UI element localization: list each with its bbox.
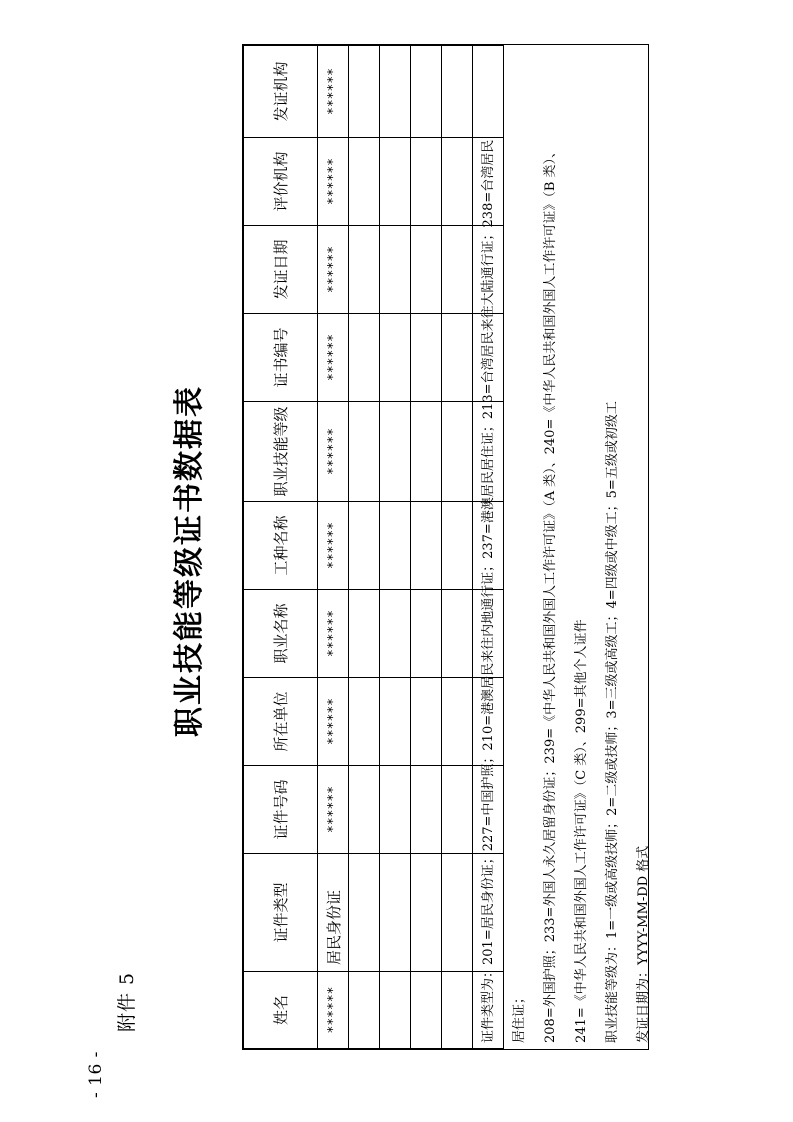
header-cell: 评价机构 [244, 138, 318, 226]
table-cell [380, 766, 411, 854]
table-cell [411, 854, 442, 972]
note-skill-levels: 职业技能等级为：1=一级或高级技师；2=二级或技师；3=三级或高级工；4=四级或中级工；5=五级或初级工 [605, 401, 620, 1043]
table-cell [349, 314, 380, 402]
table-cell [380, 46, 411, 138]
table-cell [380, 402, 411, 502]
table-cell [349, 138, 380, 226]
table-cell [411, 314, 442, 402]
page-number: - 16 - [86, 1051, 106, 1098]
note-id-types-cont: 居住证； [512, 990, 527, 1043]
table-cell [349, 766, 380, 854]
table-cell [380, 314, 411, 402]
table-cell [380, 972, 411, 1049]
table-cell [442, 678, 473, 766]
table-cell [411, 678, 442, 766]
table-cell: ****** [318, 138, 349, 226]
table-cell [442, 502, 473, 590]
table-cell [442, 138, 473, 226]
table-cell: ****** [318, 678, 349, 766]
table-cell [411, 46, 442, 138]
table-cell [411, 972, 442, 1049]
data-table [243, 45, 504, 1049]
table-cell [349, 590, 380, 678]
table-cell [411, 402, 442, 502]
note-foreign-ids-cont: 241=《中华人民共和国外国人工作许可证》（C 类）、299=其他个人证件 [574, 619, 589, 1043]
table-cell: 居民身份证 [318, 854, 349, 972]
header-cell: 所在单位 [244, 678, 318, 766]
table-header-row [244, 46, 318, 1049]
note-date-format: 发证日期为：YYYY-MM-DD 格式 [636, 845, 651, 1043]
note-foreign-ids: 208=外国护照；233=外国人永久居留身份证；239=《中华人民共和国外国人工作许可证》（A 类）、240=《中华人民共和国外国人工作许可证》（B 类）、 [543, 144, 558, 1043]
data-table-frame [242, 44, 649, 1050]
table-cell [380, 502, 411, 590]
header-cell: 职业技能等级 [244, 402, 318, 502]
table-cell: ****** [318, 502, 349, 590]
table-cell: ****** [318, 972, 349, 1049]
table-cell [380, 590, 411, 678]
table-cell [380, 854, 411, 972]
header-cell: 发证机构 [244, 46, 318, 138]
header-cell: 证件号码 [244, 766, 318, 854]
table-cell [442, 766, 473, 854]
table-cell [442, 590, 473, 678]
table-cell: ****** [318, 766, 349, 854]
table-cell [380, 678, 411, 766]
table-cell [380, 226, 411, 314]
header-cell: 职业名称 [244, 590, 318, 678]
table-cell: ****** [318, 590, 349, 678]
table-cell [349, 502, 380, 590]
table-notes [469, 45, 651, 1049]
table-cell [380, 138, 411, 226]
table-row [442, 46, 473, 1049]
header-cell: 证书编号 [244, 314, 318, 402]
header-cell: 姓名 [244, 972, 318, 1049]
table-cell [442, 402, 473, 502]
header-cell: 证件类型 [244, 854, 318, 972]
header-cell: 发证日期 [244, 226, 318, 314]
page-title: 职业技能等级证书数据表 [172, 385, 207, 737]
table-cell [442, 226, 473, 314]
table-cell: ****** [318, 46, 349, 138]
attachment-label: 附件 5 [116, 971, 138, 1032]
table-cell: ****** [318, 226, 349, 314]
table-cell [349, 972, 380, 1049]
header-cell: 工种名称 [244, 502, 318, 590]
table-cell [411, 502, 442, 590]
table-cell: ****** [318, 314, 349, 402]
table-row [318, 46, 349, 1049]
table-row [380, 46, 411, 1049]
table-cell [349, 854, 380, 972]
table-cell [442, 314, 473, 402]
table-cell [411, 590, 442, 678]
table-cell [442, 46, 473, 138]
table-cell [349, 46, 380, 138]
table-row [411, 46, 442, 1049]
table-cell: ****** [318, 402, 349, 502]
table-cell [442, 854, 473, 972]
table-cell [411, 138, 442, 226]
table-cell [349, 678, 380, 766]
table-cell [411, 766, 442, 854]
table-cell [442, 972, 473, 1049]
table-cell [349, 402, 380, 502]
table-cell [349, 226, 380, 314]
note-id-types: 证件类型为：201=居民身份证；227=中国护照；210=港澳居民来往内地通行证；237=港澳居民居住证；213=台湾居民来往大陆通行证；238=台湾居民 [481, 139, 496, 1043]
table-row [349, 46, 380, 1049]
table-cell [411, 226, 442, 314]
